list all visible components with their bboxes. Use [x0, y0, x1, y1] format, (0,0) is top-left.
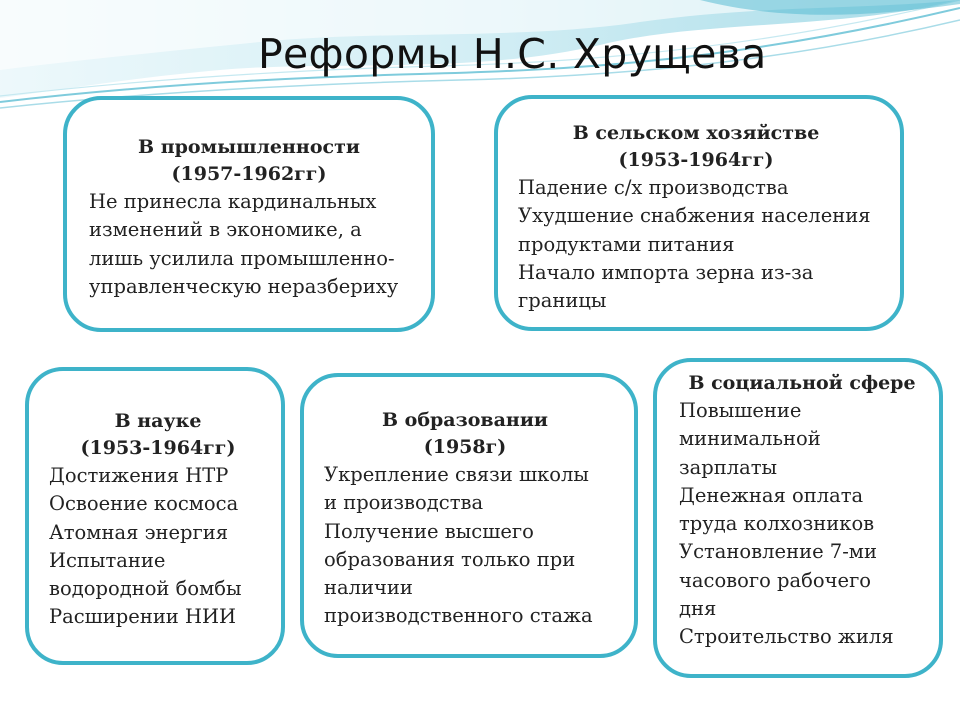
industry-line: лишь усилила промышленно- — [89, 246, 395, 270]
social-line: часового рабочего — [679, 568, 872, 592]
industry-heading: В промышленности — [138, 136, 360, 158]
social-line: труда колхозников — [679, 512, 875, 536]
science-line: Расширении НИИ — [49, 605, 237, 629]
social-heading: В социальной сфере — [688, 372, 916, 394]
page-title: Реформы Н.С. Хрущева — [258, 30, 767, 78]
science-heading: В науке — [114, 410, 202, 432]
agriculture-period: (1953-1964гг) — [618, 149, 774, 171]
education-line: Получение высшего — [324, 519, 534, 543]
social-line: минимальной — [679, 427, 821, 451]
agriculture-heading: В сельском хозяйстве — [572, 122, 820, 144]
agriculture-line: Падение с/х производства — [518, 176, 789, 199]
social-line: Установление 7-ми — [679, 540, 877, 564]
industry-line: изменений в экономике, а — [89, 218, 362, 242]
social-line: дня — [679, 597, 717, 621]
science-line: водородной бомбы — [49, 577, 242, 601]
industry-period: (1957-1962гг) — [171, 163, 327, 185]
science-box — [25, 367, 285, 665]
science-line: Атомная энергия — [49, 520, 229, 544]
science-line: Достижения НТР — [49, 464, 229, 487]
science-line: Освоение космоса — [49, 492, 239, 516]
agriculture-box — [494, 95, 904, 331]
education-line: и производства — [324, 491, 484, 515]
social-line: Денежная оплата — [679, 483, 864, 507]
education-line: наличии — [324, 576, 413, 600]
education-line: образования только при — [324, 547, 576, 571]
education-line: Укрепление связи школы — [324, 463, 589, 486]
industry-line: Не принесла кардинальных — [89, 190, 377, 213]
education-heading: В образовании — [381, 409, 549, 431]
industry-box — [63, 96, 435, 332]
science-period: (1953-1964гг) — [80, 437, 236, 459]
social-line: зарплаты — [679, 455, 778, 479]
social-box — [653, 358, 943, 678]
agriculture-line: продуктами питания — [518, 232, 735, 256]
education-period: (1958г) — [423, 436, 507, 458]
social-line: Строительство жиля — [679, 625, 894, 649]
social-line: Повышение — [679, 399, 802, 422]
agriculture-line: границы — [518, 289, 607, 313]
industry-line: управленческую неразбериху — [89, 274, 399, 298]
science-line: Испытание — [49, 548, 166, 572]
education-box — [300, 373, 638, 658]
education-line: производственного стажа — [324, 604, 593, 628]
agriculture-line: Ухудшение снабжения населения — [518, 204, 871, 228]
agriculture-line: Начало импорта зерна из-за — [518, 260, 814, 284]
